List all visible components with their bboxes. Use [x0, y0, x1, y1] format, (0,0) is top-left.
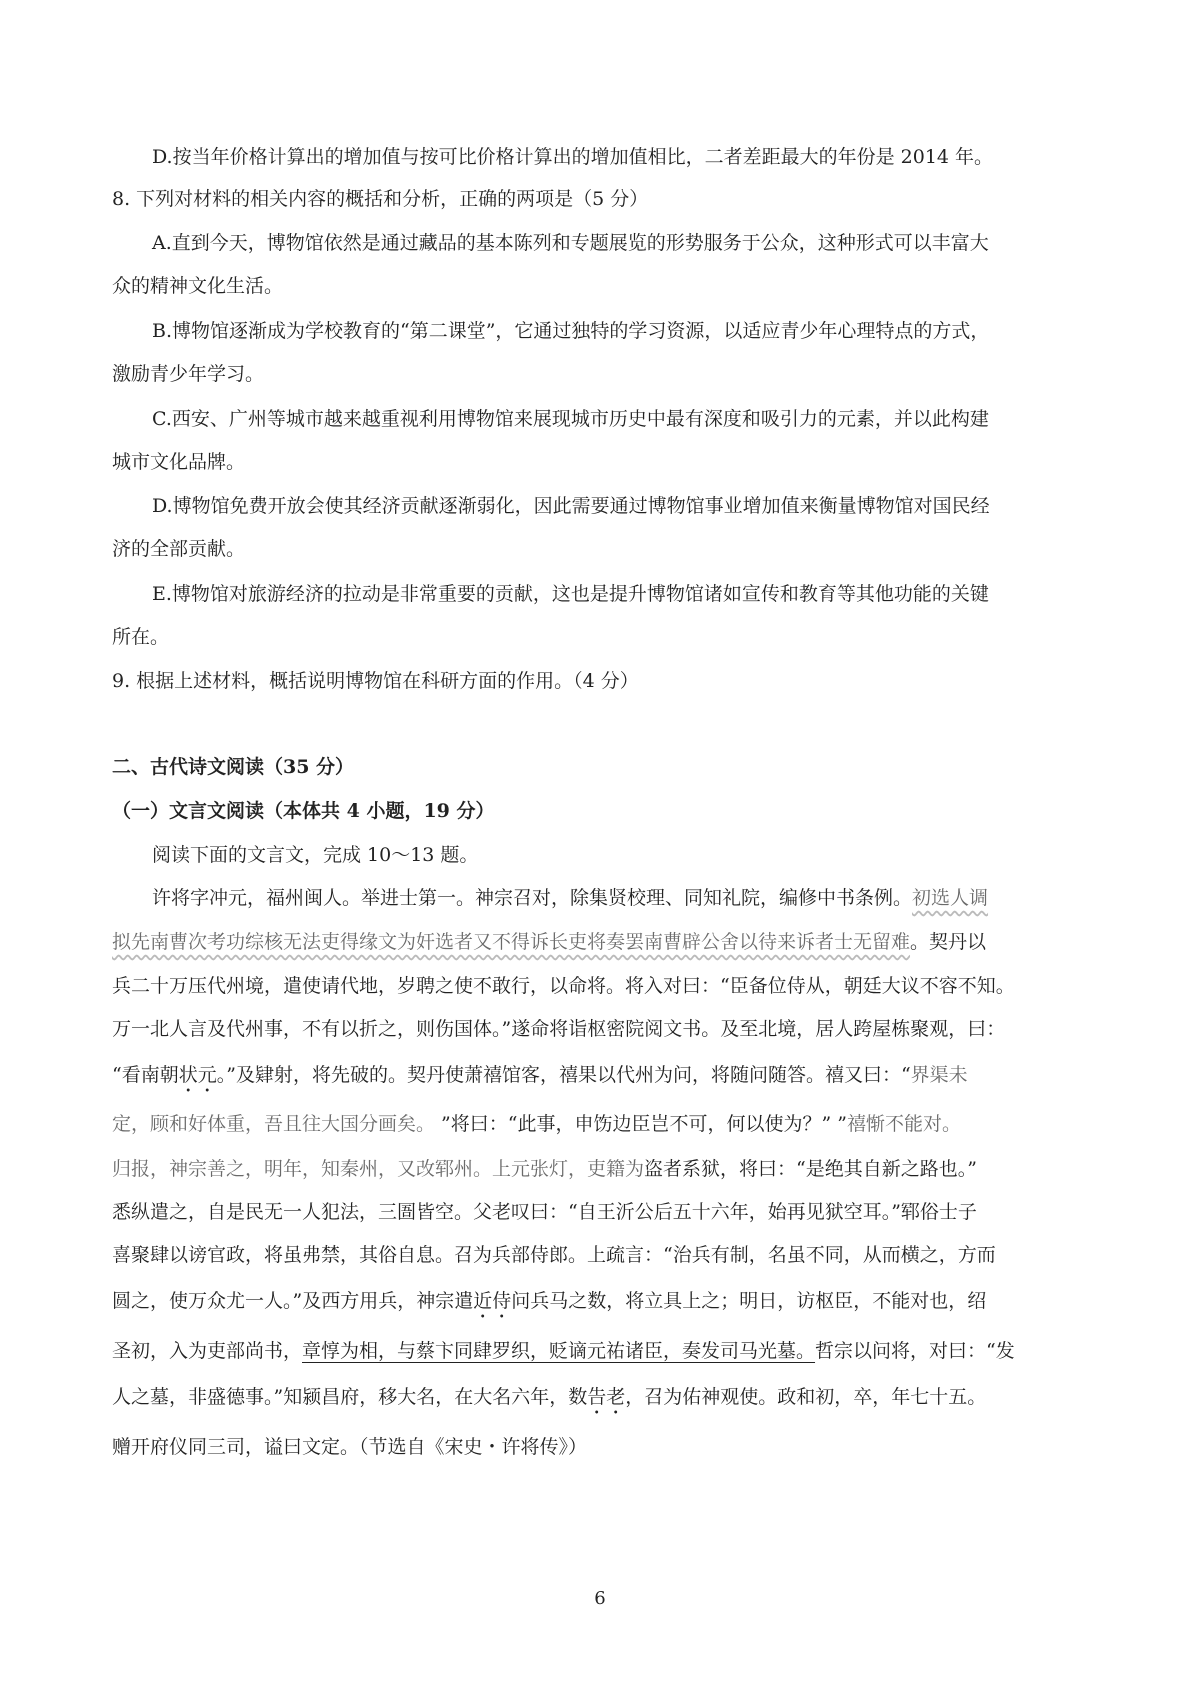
passage-line-8: 悉纵遣之，自是民无一人犯法，三圄皆空。父老叹曰：“自王沂公后五十六年，始再见狱空耳。”郓俗士子 — [112, 1201, 977, 1223]
passage-line-5 — [112, 1064, 968, 1097]
q7-option-d: D.按当年价格计算出的增加值与按可比价格计算出的增加值相比，二者差距最大的年份是 2014 年。 — [152, 146, 994, 168]
q8-option-e-line2: 所在。 — [112, 626, 170, 648]
section-title: 二、古代诗文阅读（35 分） — [112, 756, 355, 778]
translation-sentence-text: 定，顾和好体重，吾且往大国分画矣。 — [112, 1113, 436, 1135]
passage-text: 禧惭不能对。 — [846, 1113, 961, 1135]
passage-text: 。”及肄射，将先破的。契丹使萧禧馆客，禧果以代州为问，将随问随答。禧又曰：“ — [216, 1064, 911, 1086]
passage-line-12 — [112, 1386, 986, 1419]
sentence-segmentation-text: 拟先南曹次考功综核无法吏得缘文为奸选者又不得诉长吏将奏罢南曹辟公舍以待来诉者士无留难 — [112, 931, 911, 953]
passage-text: ，召为佑神观使。政和初，卒，年七十五。 — [625, 1386, 987, 1408]
passage-text: 问兵马之数，将立具上之；明日，访枢臣，不能对也，绍 — [511, 1290, 987, 1312]
passage-line-11 — [112, 1342, 1015, 1361]
q8-option-d-line1: D.博物馆免费开放会使其经济贡献逐渐弱化，因此需要通过博物馆事业增加值来衡量博物馆对国民经 — [152, 495, 990, 517]
passage-text: 。契丹以 — [910, 931, 987, 953]
q8-option-e-line1: E.博物馆对旅游经济的拉动是非常重要的贡献，这也是提升博物馆诸如宣传和教育等其他功能的关键 — [152, 583, 989, 605]
passage-text: 圣初，入为吏部尚书， — [112, 1340, 303, 1362]
q9-stem: 9. 根据上述材料，概括说明博物馆在科研方面的作用。（4 分） — [112, 670, 639, 692]
passage-text: ”将曰：“此事，申饬边臣岂不可，何以使为？” ” — [435, 1113, 847, 1135]
q8-option-d-line2: 济的全部贡献。 — [112, 538, 246, 560]
underlined-sentence: 章惇为相，与蔡卞同肆罗织，贬谪元祐诸臣，奏发司马光墓。 — [302, 1340, 816, 1362]
passage-text: 人之墓，非盛德事。”知颍昌府，移大名，在大名六年，数 — [112, 1386, 588, 1408]
passage-text: 归报，神宗善之，明年，知秦州，又改郓州。上元张灯，吏籍为 — [112, 1158, 645, 1180]
passage-line-6 — [112, 1115, 961, 1134]
passage-line-4: 万一北人言及代州事，不有以折之，则伤国体。”遂命将诣枢密院阅文书。及至北境，居人跨屋栋聚观，曰： — [112, 1018, 1006, 1040]
passage-text: 许将字冲元，福州闽人。举进士第一。神宗召对，除集贤校理、同知礼院，编修中书条例。 — [152, 887, 913, 909]
q8-option-a-line2: 众的精神文化生活。 — [112, 275, 284, 297]
dotted-word: 告老 — [587, 1386, 626, 1408]
page-number: 6 — [594, 1588, 606, 1609]
passage-line-13: 赠开府仪同三司，谥曰文定。（节选自《宋史・许将传》） — [112, 1436, 588, 1458]
passage-text: 圆之，使万众尤一人。”及西方用兵，神宗遣 — [112, 1290, 474, 1312]
q8-option-b-line1: B.博物馆逐渐成为学校教育的“第二课堂”，它通过独特的学习资源，以适应青少年心理特点的方式， — [152, 320, 990, 342]
passage-text: 哲宗以问将，对曰：“发 — [815, 1340, 1015, 1362]
passage-text: 盗者系狱，将曰：“是绝其自新之路也。” — [644, 1158, 977, 1180]
passage-line-1 — [152, 889, 988, 908]
passage-text: “看南朝 — [112, 1064, 179, 1086]
q8-stem: 8. 下列对材料的相关内容的概括和分析，正确的两项是（5 分） — [112, 188, 649, 210]
subsection-title: （一）文言文阅读（本体共 4 小题，19 分） — [112, 800, 495, 822]
passage-line-3: 兵二十万压代州境，遣使请代地，岁聘之使不敢行，以命将。将入对曰：“臣备位侍从，朝廷大议不容不知。 — [112, 975, 1015, 997]
q8-option-c-line2: 城市文化品牌。 — [112, 451, 246, 473]
q8-option-b-line2: 激励青少年学习。 — [112, 363, 265, 385]
passage-line-7 — [112, 1160, 977, 1179]
passage-line-10 — [112, 1290, 986, 1323]
dotted-word: 近侍 — [473, 1290, 512, 1312]
passage-line-2 — [112, 933, 986, 952]
passage-line-9: 喜聚肆以谤官政，将虽弗禁，其俗自息。召为兵部侍郎。上疏言：“治兵有制，名虽不同，从而横之，方而 — [112, 1244, 996, 1266]
sentence-segmentation-text: 初选人调 — [912, 887, 989, 909]
dotted-word: 状元 — [178, 1064, 217, 1086]
reading-instruction: 阅读下面的文言文，完成 10～13 题。 — [152, 844, 479, 866]
q8-option-a-line1: A.直到今天，博物馆依然是通过藏品的基本陈列和专题展览的形势服务于公众，这种形式可以丰富大 — [152, 232, 989, 254]
q8-option-c-line1: C.西安、广州等城市越来越重视利用博物馆来展现城市历史中最有深度和吸引力的元素，并以此构建 — [152, 408, 989, 430]
translation-sentence-text: 界渠未 — [910, 1064, 968, 1086]
